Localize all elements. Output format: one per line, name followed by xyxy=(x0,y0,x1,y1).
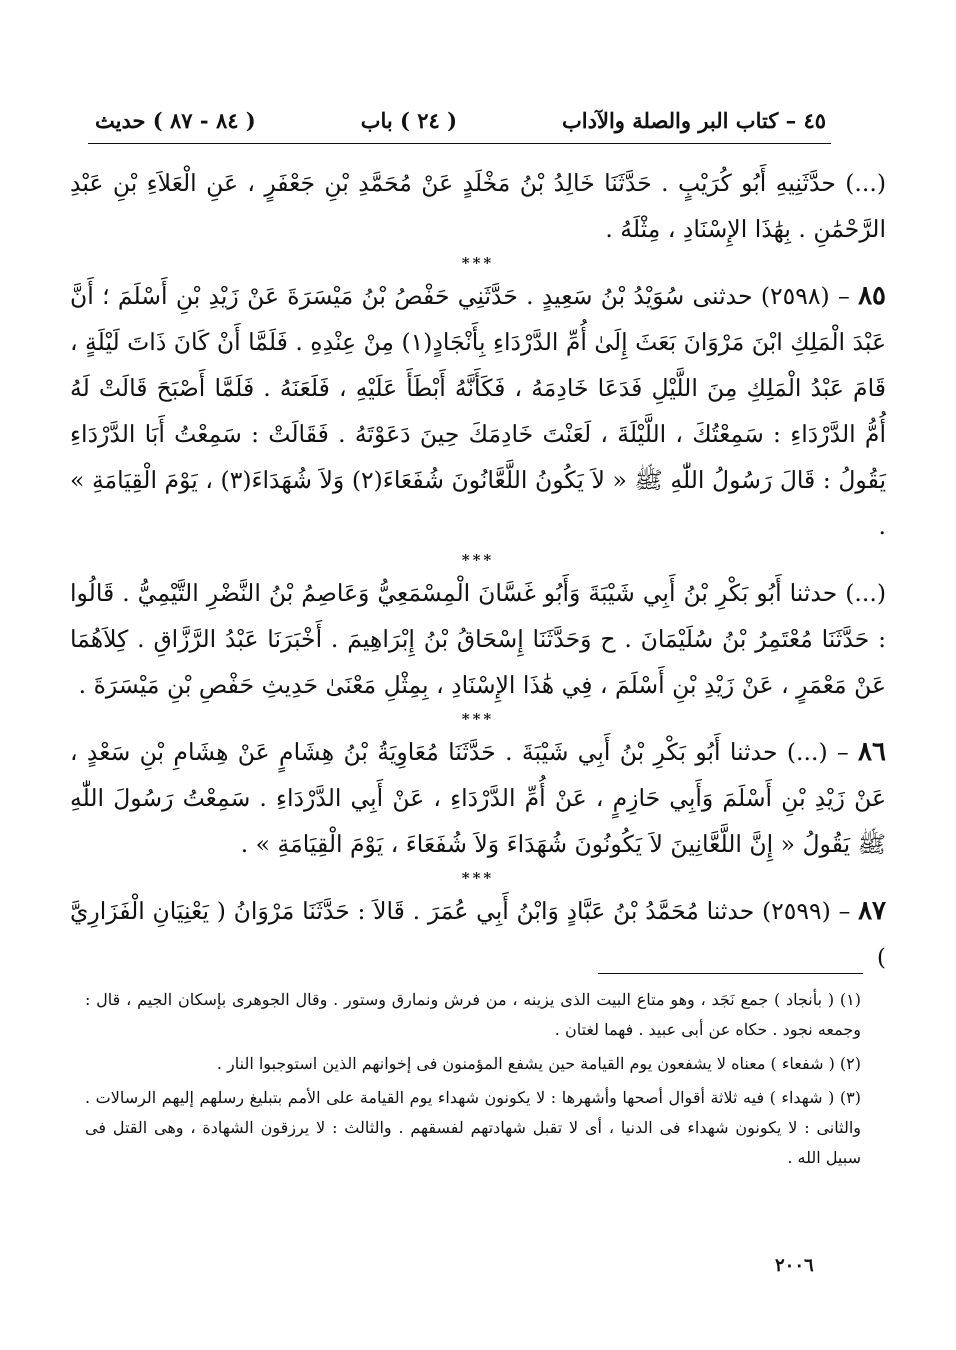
header-chapter: ( ٢٤ ) باب xyxy=(360,107,458,133)
hadith-number: ٨٧ xyxy=(858,896,886,926)
hadith-paragraph xyxy=(70,729,886,867)
page-number: ٢٠٠٦ xyxy=(775,1255,814,1276)
hadith-paragraph xyxy=(70,160,886,252)
section-separator: *** xyxy=(461,551,495,569)
hadith-paragraph xyxy=(70,570,886,708)
hadith-text: – (٢٥٩٩) حدثنا مُحَمَّدُ بْنُ عَبَّادٍ وَابْنُ أَبِي عُمَرَ . قَالاَ : حَدَّثَنَا مَرْوَانُ ( يَعْنِيَانِ الْفَزَارِيَّ ) xyxy=(70,897,886,971)
running-header xyxy=(95,100,826,140)
section-separator: *** xyxy=(461,710,495,728)
section-separator: *** xyxy=(461,254,495,272)
footnotes xyxy=(85,985,861,1177)
header-book-title: ٤٥ – كتاب البر والصلة والآداب xyxy=(562,107,826,133)
header-rule xyxy=(88,143,831,144)
hadith-number: ٨٥ xyxy=(858,281,886,311)
hadith-text: – (...) حدثنا أَبُو بَكْرِ بْنُ أَبِي شَيْبَةَ . حَدَّثَنَا مُعَاوِيَةُ بْنُ هِشَامٍ عَنْ هِشَامِ بْنِ سَعْدٍ ، عَنْ زَيْدِ بْنِ أَسْلَمَ وَأَبِي حَازِمٍ ، عَنْ أُمِّ الدَّرْدَاءِ ، عَنْ أَبِي الدَّرْدَاءِ . سَمِعْتُ رَسُولَ اللّٰهِ ﷺ يَقُولُ « إِنَّ اللَّعَّانِينَ لاَ يَكُونُونَ شُهَدَاءَ وَلاَ شُفَعَاءَ ، يَوْمَ الْقِيَامَةِ » . xyxy=(70,738,886,858)
footnote: (١) ( بأنجاد ) جمع نَجَد ، وهو متاع البيت الذى يزينه ، من فرش ونمارق وستور . وقال الجوهرى بإسكان الجيم ، قال : وجمعه نجود . حكاه عن أبى عبيد . فهما لغتان . xyxy=(85,990,861,1039)
section-separator: *** xyxy=(461,869,495,887)
header-hadith-range: ( ٨٤ - ٨٧ ) حديث xyxy=(95,107,256,133)
hadith-paragraph xyxy=(70,273,886,549)
hadith-number: ٨٦ xyxy=(858,737,886,767)
footnote-rule xyxy=(598,973,863,974)
hadith-text: – (٢٥٩٨) حدثنى سُوَيْدُ بْنُ سَعِيدٍ . حَدَّثَنِي حَفْصُ بْنُ مَيْسَرَةَ عَنْ زَيْدِ بْنِ أَسْلَمَ ؛ أَنَّ عَبْدَ الْمَلِكِ ابْنَ مَرْوَانَ بَعَثَ إِلَىٰ أُمِّ الدَّرْدَاءِ بِأَنْجَادٍ(١) مِنْ عِنْدِهِ . فَلَمَّا أَنْ كَانَ ذَاتَ لَيْلَةٍ ، قَامَ عَبْدُ الْمَلِكِ مِنَ اللَّيْلِ فَدَعَا خَادِمَهُ ، فَكَأَنَّهُ أَبْطَأَ عَلَيْهِ ، فَلَعَنَهُ . فَلَمَّا أَصْبَحَ قَالَتْ لَهُ أُمُّ الدَّرْدَاءِ : سَمِعْتُكَ ، اللَّيْلَةَ ، لَعَنْتَ خَادِمَكَ حِينَ دَعَوْتَهُ . فَقَالَتْ : سَمِعْتُ أَبَا الدَّرْدَاءِ يَقُولُ : قَالَ رَسُولُ اللّٰهِ ﷺ « لاَ يَكُونُ اللَّعَّانُونَ شُفَعَاءَ(٢) وَلاَ شُهَدَاءَ(٣) ، يَوْمَ الْقِيَامَةِ » . xyxy=(70,282,887,540)
footnote: (٣) ( شهداء ) فيه ثلاثة أقوال أصحها وأشهرها : لا يكونون شهداء يوم القيامة على الأمم بتبليغ رسلهم إليهم الرسالات . والثانى : لا يكونون شهداء فى الدنيا ، أى لا تقبل شهادتهم لفسقهم . والثالث : لا يرزقون الشهادة ، وهى القتل فى سبيل الله . xyxy=(85,1088,862,1167)
hadith-paragraph xyxy=(70,888,886,980)
hadith-text: (...) حدثنا أَبُو بَكْرِ بْنُ أَبِي شَيْبَةَ وَأَبُو غَسَّانَ الْمِسْمَعِيُّ وَعَاصِمُ بْنُ النَّضْرِ التَّيْمِيُّ . قَالُوا : حَدَّثَنَا مُعْتَمِرُ بْنُ سُلَيْمَانَ . ح وَحَدَّثَنَا إِسْحَاقُ بْنُ إِبْرَاهِيمَ . أَخْبَرَنَا عَبْدُ الرَّزَّاقِ . كِلاَهُمَا عَنْ مَعْمَرٍ ، عَنْ زَيْدِ بْنِ أَسْلَمَ ، فِي هَٰذَا الإِسْنَادِ ، بِمِثْلِ مَعْنَىٰ حَدِيثِ حَفْصِ بْنِ مَيْسَرَةَ . xyxy=(70,579,886,699)
hadith-text: (...) حدَّثَنِيهِ أَبُو كُرَيْبٍ . حَدَّثَنَا خَالِدُ بْنُ مَخْلَدٍ عَنْ مُحَمَّدِ بْنِ جَعْفَرٍ ، عَنِ الْعَلاَءِ بْنِ عَبْدِ الرَّحْمَٰنِ . بِهَٰذَا الإِسْنَادِ ، مِثْلَهُ . xyxy=(70,169,886,243)
footnote: (٢) ( شفعاء ) معناه لا يشفعون يوم القيامة حين يشفع المؤمنون فى إخوانهم الذين استوجبوا النار . xyxy=(216,1054,861,1073)
hadith-text-block xyxy=(70,160,886,980)
